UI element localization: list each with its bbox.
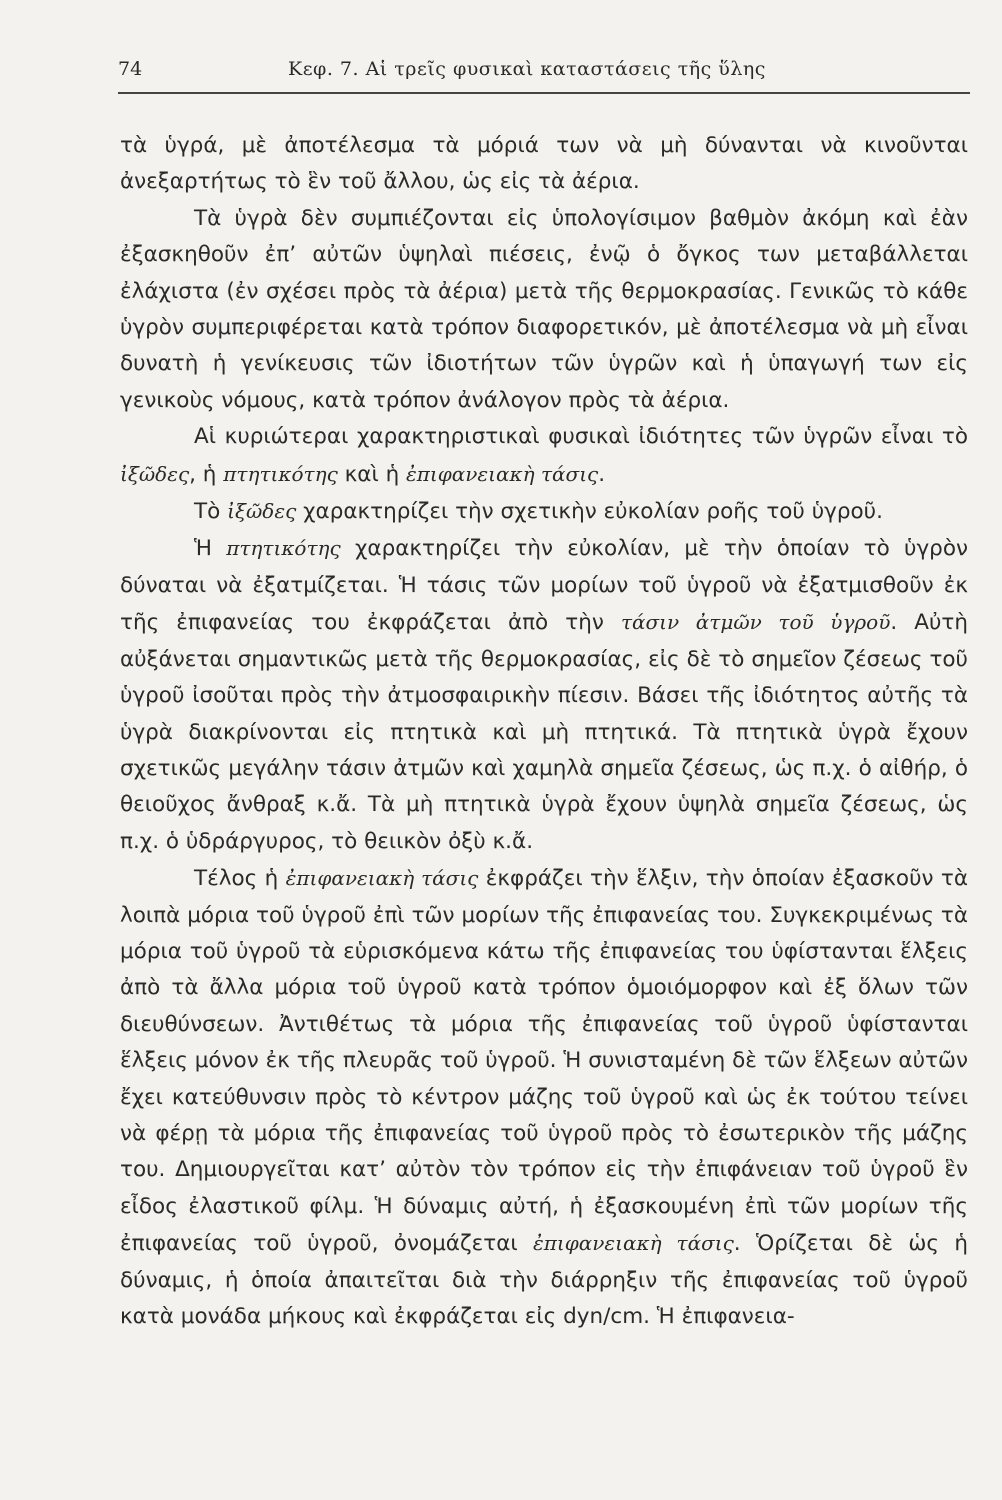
text-run: χαρακτηρίζει τὴν σχετικὴν εὐκολίαν ροῆς τοῦ ὑγροῦ. (296, 499, 883, 525)
text-run: Τέλος ἡ (194, 866, 286, 892)
text-run: . Αὐτὴ αὐξάνεται σημαντικῶς μετὰ τῆς θερμοκρασίας, εἰς δὲ τὸ σημεῖον ζέσεως τοῦ ὑγροῦ ἰσοῦται πρὸς τὴν ἀτμοσφαιρικὴν πίεσιν. Βάσει τῆς ἰδιότητος αὐτῆς τὰ ὑγρὰ διακρίνονται εἰς πτητικὰ καὶ μὴ πτητικά. Τὰ πτητικὰ ὑγρὰ ἔχουν σχετικῶς μεγάλην τάσιν ἀτμῶν καὶ χαμηλὰ σημεῖα ζέσεως, ὡς π.χ. ὁ αἰθήρ, ὁ θειοῦχος ἄνθραξ κ.ἄ. Τὰ μὴ πτητικὰ ὑγρὰ ἔχουν ὑψηλὰ σημεῖα ζέσεως, ὡς π.χ. ὁ ὑδράργυρος, τὸ θειικὸν ὀξὺ κ.ἄ. (120, 610, 968, 854)
paragraph (120, 530, 968, 860)
italic-term: ἐπιφανειακὴ τάσις (285, 866, 479, 891)
text-run: Τὰ ὑγρὰ δὲν συμπιέζονται εἰς ὑπολογίσιμον βαθμὸν ἀκόμη καὶ ἐὰν ἐξασκηθοῦν ἐπ’ αὐτῶν ὑψηλαὶ πιέσεις, ἐνῷ ὁ ὄγκος των μεταβάλλεται ἐλάχιστα (ἐν σχέσει πρὸς τὰ ἀέρια) μετὰ τῆς θερμοκρασίας. Γενικῶς τὸ κάθε ὑγρὸν συμπεριφέρεται κατὰ τρόπον διαφορετικόν, μὲ ἀποτέλεσμα νὰ μὴ εἶναι δυνατὴ ἡ γενίκευσις τῶν ἰδιοτήτων τῶν ὑγρῶν καὶ ἡ ὑπαγωγή των εἰς γενικοὺς νόμους, κατὰ τρόπον ἀνάλογον πρὸς τὰ ἀέρια. (120, 205, 968, 413)
running-title: Κεφ. 7. Αἱ τρεῖς φυσικαὶ καταστάσεις τῆς ὕλης (288, 58, 766, 80)
italic-term: ἐπιφανειακὴ τάσις (533, 1231, 734, 1256)
italic-term: ἐπιφανειακὴ τάσις (406, 461, 599, 486)
italic-term: πτητικότης (226, 536, 341, 561)
italic-term: ἰξῶδες (227, 499, 297, 524)
text-run: , ἡ (189, 461, 224, 487)
text-run: . Ὁρίζεται δὲ ὡς ἡ δύναμις, ἡ ὁποία ἀπαιτεῖται διὰ τὴν διάρρηξιν τῆς ἐπιφανείας τοῦ ὑγροῦ κατὰ μονάδα μήκους καὶ ἐκφράζεται εἰς dyn/cm. Ἡ ἐπιφανεια- (120, 1231, 969, 1329)
italic-term: πτητικότης (223, 461, 338, 486)
paragraph (120, 419, 968, 493)
text-run: Τὸ (194, 499, 228, 525)
paragraph (120, 860, 968, 1335)
italic-term: τάσιν ἀτμῶν τοῦ ὑγροῦ (620, 610, 891, 635)
body-text (120, 128, 968, 1335)
text-run: καὶ ἡ (337, 461, 407, 487)
paragraph (120, 128, 968, 201)
text-run: τὰ ὑγρά, μὲ ἀποτέλεσμα τὰ μόριά των νὰ μὴ δύνανται νὰ κινοῦνται ἀνεξαρτήτως τὸ ἓν τοῦ ἄλλου, ὡς εἰς τὰ ἀέρια. (120, 133, 968, 195)
text-run: Αἱ κυριώτεραι χαρακτηριστικαὶ φυσικαὶ ἰδιότητες τῶν ὑγρῶν εἶναι τὸ (194, 424, 968, 450)
paragraph (120, 201, 968, 419)
text-run: Ἡ (194, 536, 227, 562)
paragraph (120, 493, 968, 530)
page-number: 74 (118, 58, 143, 80)
text-run: ἐκφράζει τὴν ἕλξιν, τὴν ὁποίαν ἐξασκοῦν τὰ λοιπὰ μόρια τοῦ ὑγροῦ ἐπὶ τῶν μορίων τῆς ἐπιφανείας του. Συγκεκριμένως τὰ μόρια τοῦ ὑγροῦ τὰ εὑρισκόμενα κάτω τῆς ἐπιφανείας του ὑφίστανται ἕλξεις ἀπὸ τὰ ἄλλα μόρια τοῦ ὑγροῦ κατὰ τρόπον ὁμοιόμορφον καὶ ἐξ ὅλων τῶν διευθύνσεων. Ἀντιθέτως τὰ μόρια τῆς ἐπιφανείας τοῦ ὑγροῦ ὑφίστανται ἕλξεις μόνον ἐκ τῆς πλευρᾶς τοῦ ὑγροῦ. Ἡ συνισταμένη δὲ τῶν ἕλξεων αὐτῶν ἔχει κατεύθυνσιν πρὸς τὸ κέντρον μάζης τοῦ ὑγροῦ καὶ ὡς ἐκ τούτου τείνει νὰ φέρῃ τὰ μόρια τῆς ἐπιφανείας τοῦ ὑγροῦ πρὸς τὸ ἐσωτερικὸν τῆς μάζης του. Δημιουργεῖται κατ’ αὐτὸν τὸν τρόπον εἰς τὴν ἐπιφάνειαν τοῦ ὑγροῦ ἓν εἶδος ἐλαστικοῦ φίλμ. Ἡ δύναμις αὐτή, ἡ ἐξασκουμένη ἐπὶ τῶν μορίων τῆς ἐπιφανείας τοῦ ὑγροῦ, ὀνομάζεται (120, 866, 969, 1257)
page-header (118, 58, 968, 88)
italic-term: ἰξῶδες (120, 461, 190, 486)
text-run: χαρακτηρίζει τὴν εὐκολίαν, μὲ τὴν ὁποίαν τὸ ὑγρὸν δύναται νὰ ἐξατμίζεται. Ἡ τάσις τῶν μορίων τοῦ ὑγροῦ νὰ ἐξατμισθοῦν ἐκ τῆς ἐπιφανείας του ἐκφράζεται ἀπὸ τὴν (120, 536, 968, 636)
text-run: . (598, 461, 606, 487)
header-rule (118, 92, 970, 94)
